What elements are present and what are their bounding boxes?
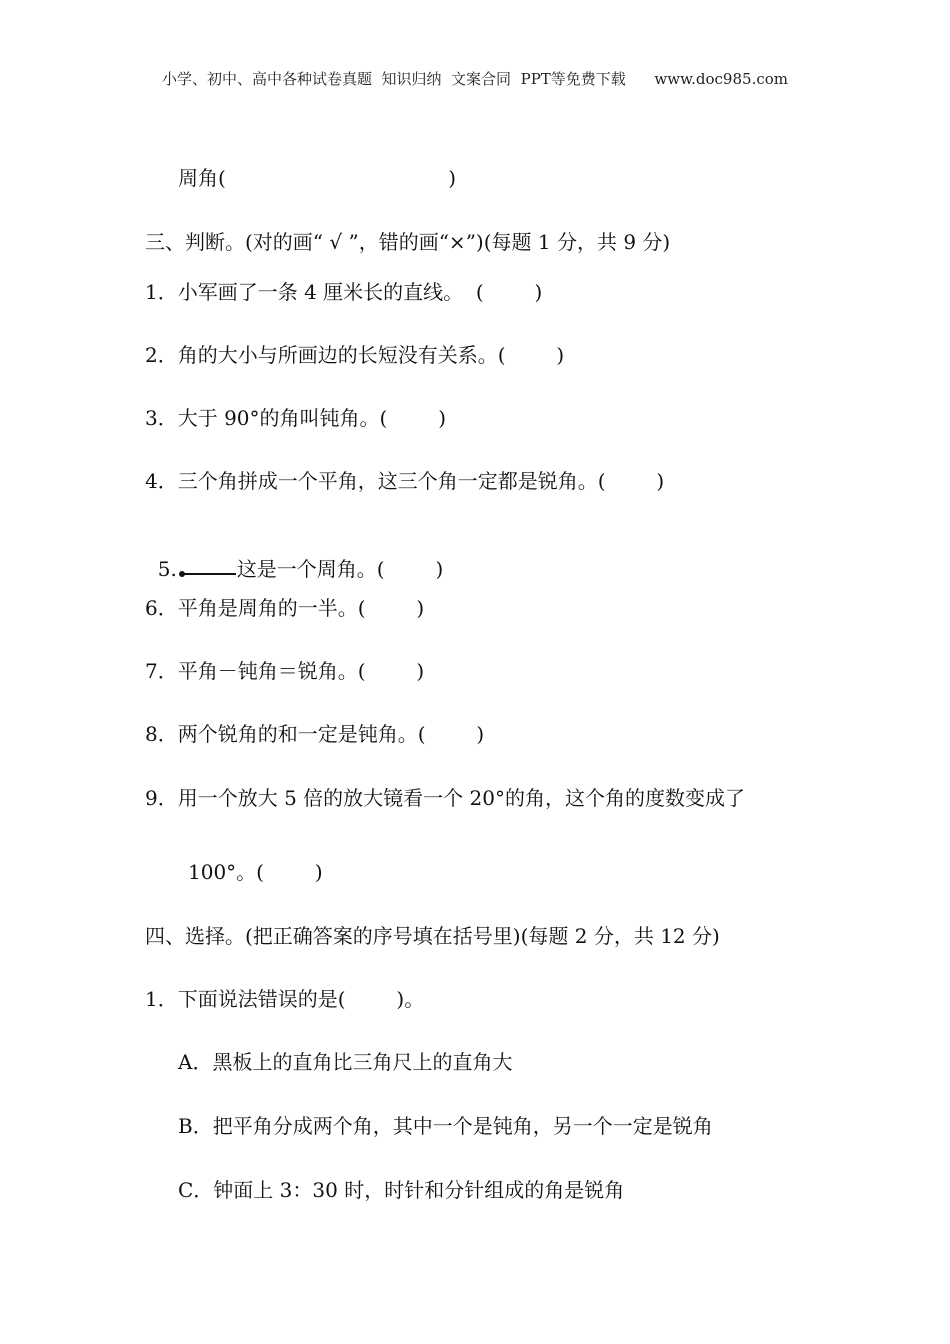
judge-item-7: 7．平角－钝角＝锐角。( ) <box>145 659 425 683</box>
judge-item-4: 4．三个角拼成一个平角，这三个角一定都是锐角。( ) <box>145 469 665 493</box>
section-3-title: 三、判断。(对的画“ √ ”，错的画“×”)(每题 1 分，共 9 分) <box>145 230 671 254</box>
judge-item-9-continuation: 100°。( ) <box>188 860 323 884</box>
ray-figure-icon <box>177 557 237 581</box>
judge-item-5-text: 这是一个周角。( ) <box>236 557 444 581</box>
judge-item-6: 6．平角是周角的一半。( ) <box>145 596 425 620</box>
judge-item-2: 2．角的大小与所画边的长短没有关系。( ) <box>145 343 565 367</box>
section-4-title: 四、选择。(把正确答案的序号填在括号里)(每题 2 分，共 12 分) <box>145 924 720 948</box>
judge-item-5 <box>145 533 443 581</box>
judge-item-8: 8．两个锐角的和一定是钝角。( ) <box>145 722 485 746</box>
choice-option-a: A．黑板上的直角比三角尺上的直角大 <box>178 1050 513 1074</box>
judge-item-1: 1．小军画了一条 4 厘米长的直线。 ( ) <box>145 280 543 304</box>
judge-item-3: 3．大于 90°的角叫钝角。( ) <box>145 406 446 430</box>
zhou-jiao-blank: 周角( ) <box>178 166 457 190</box>
choice-question-1: 1．下面说法错误的是( )。 <box>145 987 425 1011</box>
choice-option-c: C．钟面上 3：30 时，时针和分针组成的角是锐角 <box>178 1178 625 1202</box>
page-header: 小学、初中、高中各种试卷真题 知识归纳 文案合同 PPT等免费下载 www.doc985.com <box>161 70 788 88</box>
judge-item-5-number: 5. <box>157 557 177 581</box>
judge-item-9: 9．用一个放大 5 倍的放大镜看一个 20°的角，这个角的度数变成了 <box>145 786 745 810</box>
ray-line <box>182 573 236 575</box>
choice-option-b: B．把平角分成两个角，其中一个是钝角，另一个一定是锐角 <box>178 1114 713 1138</box>
